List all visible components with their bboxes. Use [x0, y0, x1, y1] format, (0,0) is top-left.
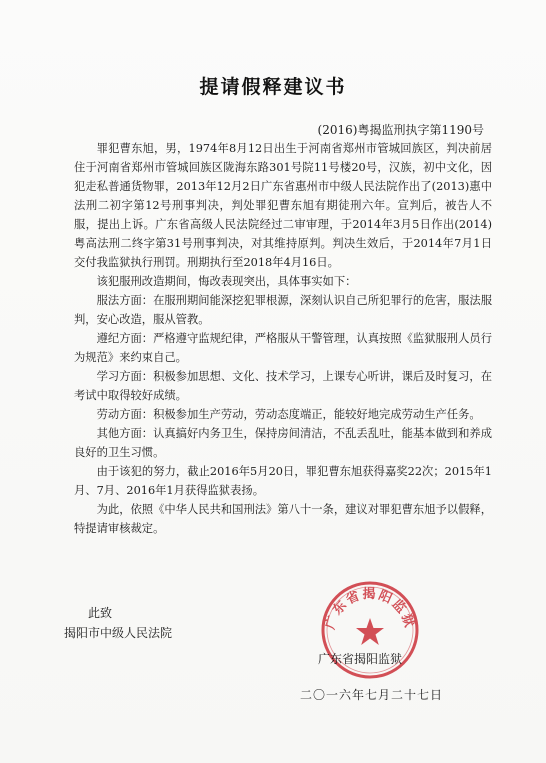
paragraph-discipline: 遵纪方面：严格遵守监规纪律，严格服从干警管理，认真按照《监狱服刑人员行为规范》来约束自己。	[74, 332, 492, 364]
recipient-prefix: 此致	[88, 606, 113, 620]
signature-organization: 广东省揭阳监狱	[318, 652, 403, 666]
paragraph-criminal-info: 罪犯曹东旭，男，1974年8月12日出生于河南省郑州市管城回族区，判决前居住于河南省郑州市管城回族区陇海东路301号院11号楼20号，汉族，初中文化，因犯走私普通货物罪，2013年12月2日广东省惠州市中级人民法院作出了(2013)惠中法刑二初字第12号刑事判决，判处罪犯曹东旭有期徒刑六年。宣判后，被告人不服，提出上诉。广东省高级人民法院经过二审审理，于2014年3月5日作出(2014)粤高法刑二终字第31号刑事判决，对其维持原判。判决生效后，于2014年7月1日交付我监狱执行刑罚。刑期执行至2018年4月16日。	[74, 142, 492, 269]
paragraph-obey-law: 服法方面：在服刑期间能深挖犯罪根源，深刻认识自己所犯罪行的危害，服法服判，安心改造，服从管教。	[74, 294, 492, 326]
paragraph-other: 其他方面：认真搞好内务卫生，保持房间清洁，不乱丢乱吐，能基本做到和养成良好的卫生习惯。	[74, 427, 492, 459]
document-body	[74, 139, 492, 538]
recipient-block	[64, 603, 172, 643]
recipient-name: 揭阳市中级人民法院	[64, 626, 173, 640]
paragraph-labor: 劳动方面：积极参加生产劳动，劳动态度端正，能较好地完成劳动生产任务。	[96, 408, 481, 421]
document-number: (2016)粤揭监刑执字第1190号	[317, 123, 484, 137]
paragraph-intro: 该犯服刑改造期间，悔改表现突出，具体事实如下：	[96, 275, 357, 288]
document-date: 二〇一六年七月二十七日	[300, 688, 444, 702]
paragraph-rewards: 由于该犯的努力，截止2016年5月20日，罪犯曹东旭获得嘉奖22次；2015年1月、7月、2016年1月获得监狱表扬。	[74, 465, 492, 497]
paragraph-study: 学习方面：积极参加思想、文化、技术学习，上课专心听讲，课后及时复习，在考试中取得较好成绩。	[74, 370, 492, 402]
document-title: 提请假释建议书	[199, 76, 347, 98]
star-icon	[356, 618, 384, 645]
paragraph-recommendation: 为此，依照《中华人民共和国刑法》第八十一条，建议对罪犯曹东旭予以假释，特提请审核裁定。	[74, 503, 492, 535]
seal-text: 广东省揭阳监狱	[322, 587, 418, 632]
